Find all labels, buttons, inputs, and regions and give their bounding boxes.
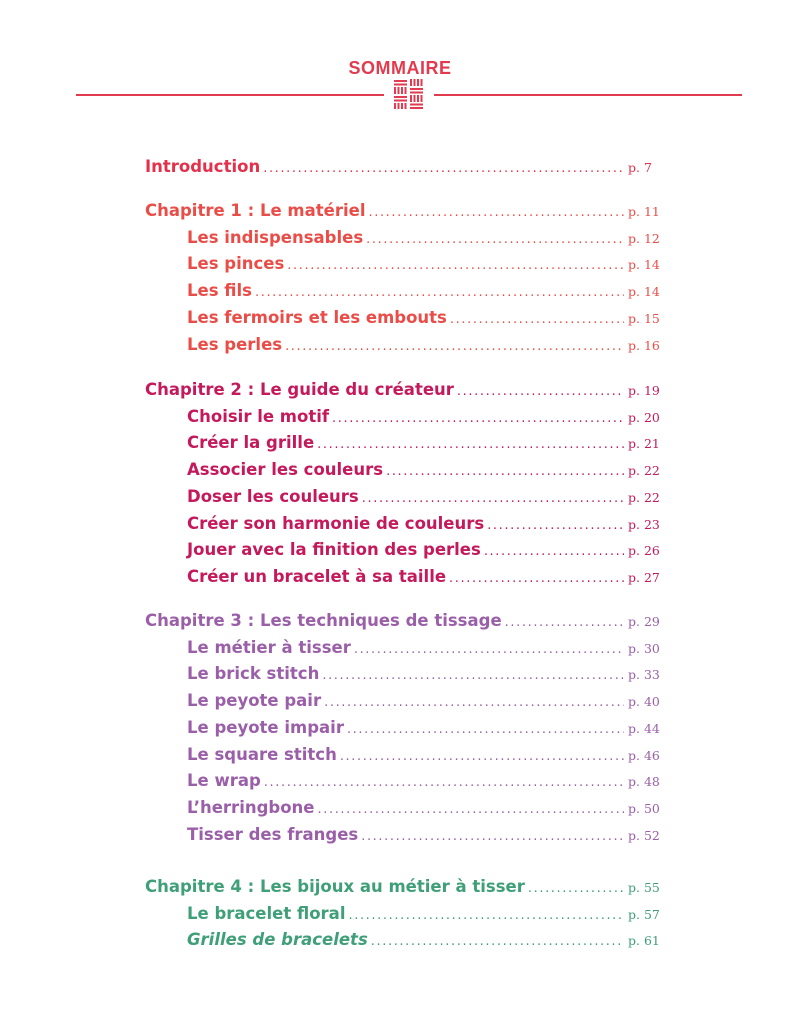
page-number: p. 7 [628, 160, 652, 175]
entry-title: Doser les couleurs [187, 486, 359, 506]
page-number: p. 21 [628, 436, 660, 452]
page-number: p. 22 [628, 463, 660, 479]
entry-title: Le métier à tisser [187, 637, 351, 657]
toc-subentry[interactable] [187, 281, 660, 305]
page-number: p. 57 [628, 906, 660, 922]
dot-leader [484, 544, 624, 559]
dot-leader [324, 695, 624, 710]
page-number: p. 27 [628, 569, 660, 585]
dot-leader [285, 339, 624, 354]
toc-subentry[interactable] [187, 904, 660, 928]
toc-subentry[interactable] [187, 798, 660, 822]
toc-chapter-entry[interactable] [145, 157, 660, 181]
dot-leader [318, 802, 625, 817]
page-number: p. 29 [628, 614, 660, 629]
entry-title: Créer la grille [187, 433, 315, 453]
page-number: p. 15 [628, 310, 660, 326]
toc-subentry[interactable] [187, 433, 660, 457]
toc-subentry[interactable] [187, 254, 660, 278]
page-number: p. 61 [628, 933, 660, 949]
entry-title: Créer un bracelet à sa taille [187, 566, 447, 586]
entry-title: Les fils [187, 281, 252, 301]
entry-title: Chapitre 2 : Le guide du créateur [145, 380, 454, 399]
page-number: p. 44 [628, 720, 660, 736]
page-number: p. 40 [628, 694, 660, 710]
toc-subentry[interactable] [187, 691, 660, 715]
page-number: p. 33 [628, 667, 660, 683]
entry-title: Le peyote impair [187, 717, 344, 737]
toc-subentry[interactable] [187, 664, 660, 688]
page-number: p. 23 [628, 516, 660, 532]
dot-leader [450, 312, 624, 327]
dot-leader [354, 642, 624, 657]
entry-title: Le brick stitch [187, 664, 320, 684]
entry-title: Choisir le motif [187, 406, 330, 426]
toc-chapter-entry[interactable] [145, 877, 660, 901]
entry-title: Le bracelet floral [187, 903, 346, 923]
dot-leader [322, 668, 624, 683]
dot-leader [264, 775, 624, 790]
toc-subentry[interactable] [187, 745, 660, 769]
toc-subentry[interactable] [187, 514, 660, 538]
dot-leader [457, 384, 624, 399]
entry-title: Jouer avec la finition des perles [187, 540, 481, 560]
dot-leader [505, 615, 624, 630]
divider-right [434, 94, 742, 96]
dot-leader [368, 205, 624, 220]
page-number: p. 55 [628, 880, 660, 895]
entry-title: Le peyote pair [187, 691, 322, 711]
entry-title: Le square stitch [187, 744, 337, 764]
page-number: p. 14 [628, 257, 660, 273]
entry-title: Tisser des franges [187, 824, 359, 844]
page-number: p. 11 [628, 204, 660, 219]
toc-subentry[interactable] [187, 771, 660, 795]
toc-subentry[interactable] [187, 335, 660, 359]
toc-subentry[interactable] [187, 487, 660, 511]
entry-title: Associer les couleurs [187, 460, 384, 480]
toc-subentry[interactable] [187, 718, 660, 742]
page-number: p. 16 [628, 337, 660, 353]
entry-title: Le wrap [187, 771, 261, 791]
dot-leader [348, 908, 624, 923]
toc-chapter-entry[interactable] [145, 611, 660, 635]
toc-subentry[interactable] [187, 930, 660, 954]
page-number: p. 14 [628, 284, 660, 300]
toc-subentry[interactable] [187, 825, 660, 849]
entry-title: Les indispensables [187, 227, 364, 247]
dot-leader [255, 285, 624, 300]
dot-leader [362, 491, 624, 506]
toc-subentry[interactable] [187, 540, 660, 564]
dot-leader [449, 571, 624, 586]
entry-title: Chapitre 4 : Les bijoux au métier à tisser [145, 877, 525, 896]
entry-title: Les perles [187, 334, 283, 354]
page-number: p. 19 [628, 383, 660, 398]
dot-leader [487, 518, 624, 533]
page-number: p. 52 [628, 827, 660, 843]
dot-leader [528, 881, 624, 896]
page-number: p. 22 [628, 489, 660, 505]
dot-leader [287, 258, 624, 273]
page-number: p. 12 [628, 230, 660, 246]
page-number: p. 46 [628, 747, 660, 763]
entry-title: Chapitre 3 : Les techniques de tissage [145, 611, 502, 630]
entry-title: Créer son harmonie de couleurs [187, 513, 485, 533]
page-number: p. 50 [628, 800, 660, 816]
dot-leader [347, 722, 624, 737]
dot-leader [263, 161, 624, 176]
woven-pattern-icon [394, 79, 424, 109]
page-number: p. 26 [628, 543, 660, 559]
dot-leader [340, 749, 624, 764]
toc-subentry[interactable] [187, 567, 660, 591]
dot-leader [317, 437, 624, 452]
toc-subentry[interactable] [187, 638, 660, 662]
page-number: p. 20 [628, 409, 660, 425]
page-number: p. 48 [628, 774, 660, 790]
toc-subentry[interactable] [187, 407, 660, 431]
page-number: p. 30 [628, 640, 660, 656]
toc-chapter-entry[interactable] [145, 380, 660, 404]
dot-leader [361, 829, 624, 844]
toc-subentry[interactable] [187, 308, 660, 332]
dot-leader [386, 464, 624, 479]
dot-leader [332, 411, 624, 426]
toc-subentry[interactable] [187, 460, 660, 484]
entry-title: Grilles de bracelets [187, 930, 368, 950]
entry-title: Introduction [145, 157, 261, 176]
toc-chapter-entry[interactable] [145, 201, 660, 225]
dot-leader [371, 934, 624, 949]
dot-leader [366, 232, 624, 247]
entry-title: Chapitre 1 : Le matériel [145, 201, 366, 220]
entry-title: Les fermoirs et les embouts [187, 307, 447, 327]
divider-left [76, 94, 384, 96]
toc-subentry[interactable] [187, 228, 660, 252]
entry-title: Les pinces [187, 254, 285, 274]
page-title: SOMMAIRE [348, 58, 452, 78]
entry-title: L’herringbone [187, 797, 315, 817]
